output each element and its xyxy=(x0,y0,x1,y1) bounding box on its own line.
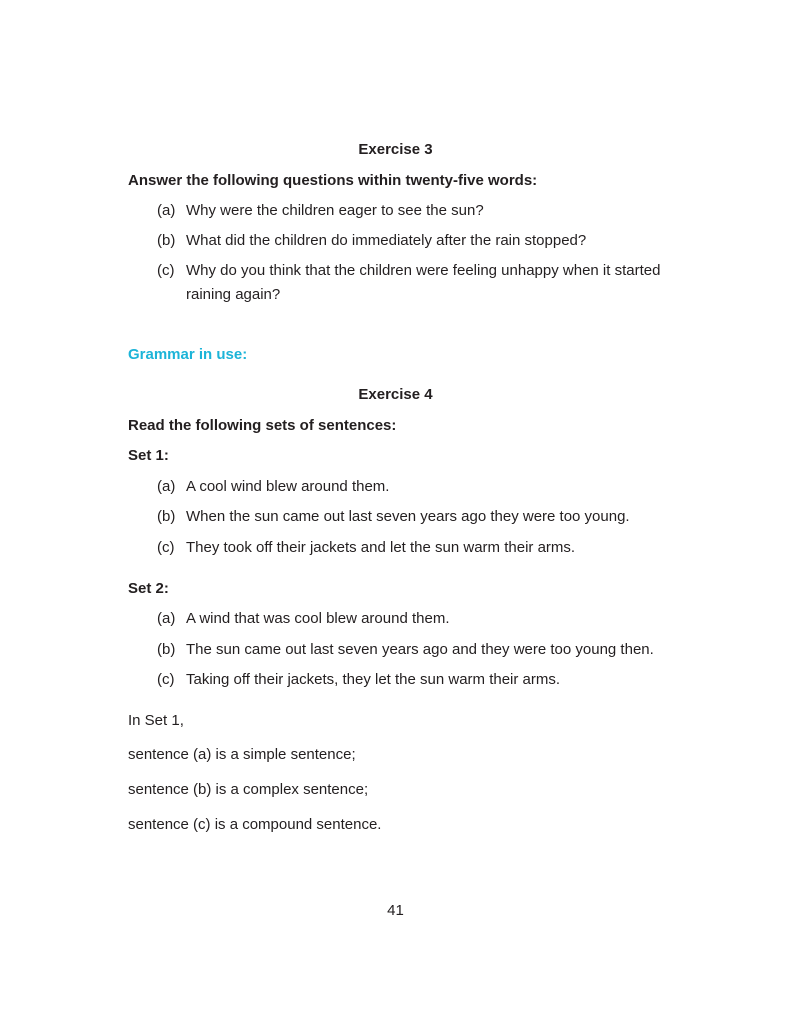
question-text-continued: raining again? xyxy=(186,286,281,303)
question-text: What did the children do immediately after the rain stopped? xyxy=(186,232,587,249)
sentence-label: (c) xyxy=(157,671,175,688)
question-label: (a) xyxy=(157,202,176,219)
question-text: Why do you think that the children were feeling unhappy when it started xyxy=(186,262,661,279)
exercise4-instruction: Read the following sets of sentences: xyxy=(128,417,397,434)
sentence-label: (b) xyxy=(157,641,176,658)
sentence-text: They took off their jackets and let the sun warm their arms. xyxy=(186,539,576,556)
explanation-line: sentence (b) is a complex sentence; xyxy=(128,781,369,798)
explanation-line: sentence (a) is a simple sentence; xyxy=(128,746,356,763)
sentence-text: A wind that was cool blew around them. xyxy=(186,610,450,627)
set1-title: Set 1: xyxy=(128,447,169,464)
exercise3-title: Exercise 3 xyxy=(358,141,433,158)
question-label: (c) xyxy=(157,262,175,279)
sentence-text: The sun came out last seven years ago and they were too young then. xyxy=(186,641,654,658)
sentence-text: Taking off their jackets, they let the sun warm their arms. xyxy=(186,671,561,688)
page-number: 41 xyxy=(387,902,404,919)
sentence-text: When the sun came out last seven years ago they were too young. xyxy=(186,508,630,525)
set2-title: Set 2: xyxy=(128,580,169,597)
question-text: Why were the children eager to see the sun? xyxy=(186,202,484,219)
explanation-line: sentence (c) is a compound sentence. xyxy=(128,816,382,833)
sentence-text: A cool wind blew around them. xyxy=(186,478,390,495)
sentence-label: (b) xyxy=(157,508,176,525)
exercise4-title: Exercise 4 xyxy=(358,386,433,403)
sentence-label: (c) xyxy=(157,539,175,556)
exercise3-instruction: Answer the following questions within twenty-five words: xyxy=(128,172,538,189)
sentence-label: (a) xyxy=(157,478,176,495)
explanation-intro: In Set 1, xyxy=(128,712,184,729)
grammar-heading: Grammar in use: xyxy=(128,346,248,363)
sentence-label: (a) xyxy=(157,610,176,627)
question-label: (b) xyxy=(157,232,176,249)
